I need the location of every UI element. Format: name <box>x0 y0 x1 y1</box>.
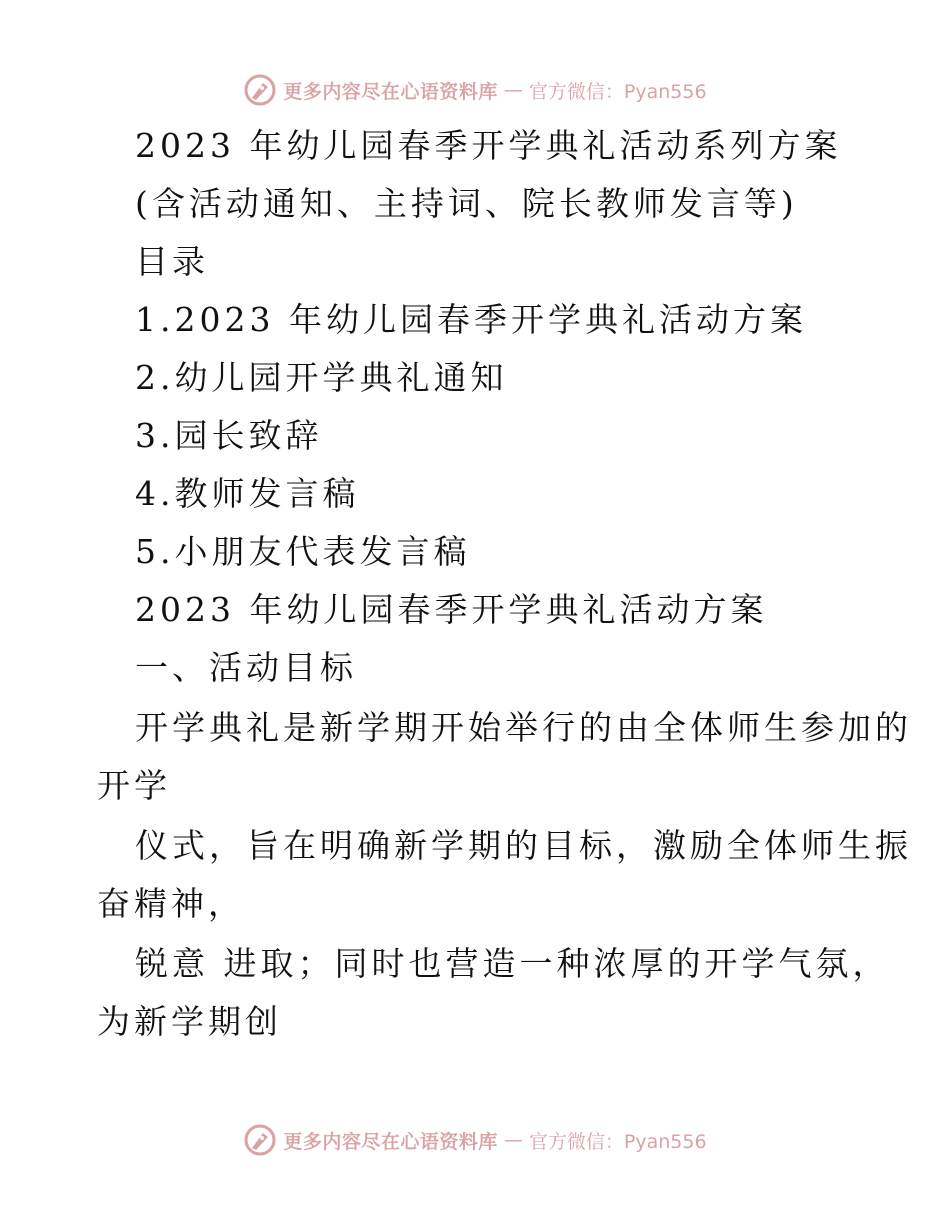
footer-watermark <box>0 1120 950 1160</box>
paragraph-line-4: 奋精神， <box>97 884 245 923</box>
paragraph-line-1: 开学典礼是新学期开始举行的由全体师生参加的 <box>135 708 912 747</box>
paragraph-line-6: 为新学期创 <box>97 1002 282 1041</box>
toc-item-3: 3.园长致辞 <box>135 416 323 455</box>
watermark-separator: — <box>503 1129 523 1151</box>
toc-item-2: 2.幼儿园开学典礼通知 <box>135 358 508 397</box>
watermark-wechat-text: 官方微信：Pyan556 <box>528 80 707 103</box>
watermark-wechat-text: 官方微信：Pyan556 <box>528 1130 707 1153</box>
toc-item-1: 1.2023 年幼儿园春季开学典礼活动方案 <box>135 300 807 339</box>
section-title: 2023 年幼儿园春季开学典礼活动方案 <box>135 590 768 629</box>
watermark-separator: — <box>503 79 523 101</box>
document-title-line-2: (含活动通知、主持词、院长教师发言等) <box>135 184 798 223</box>
subsection-heading: 一、活动目标 <box>135 648 357 687</box>
paragraph-line-5: 锐意 进取；同时也营造一种浓厚的开学气氛， <box>135 944 890 983</box>
pen-nib-logo-icon <box>243 73 277 107</box>
document-title-line-1: 2023 年幼儿园春季开学典礼活动系列方案 <box>135 126 842 165</box>
watermark-site-text: 更多内容尽在心语资料库 <box>283 1130 498 1153</box>
header-watermark <box>0 70 950 110</box>
toc-item-4: 4.教师发言稿 <box>135 474 360 513</box>
paragraph-line-3: 仪式，旨在明确新学期的目标，激励全体师生振 <box>135 826 912 865</box>
toc-heading: 目录 <box>135 242 209 281</box>
toc-item-5: 5.小朋友代表发言稿 <box>135 532 471 571</box>
watermark-site-text: 更多内容尽在心语资料库 <box>283 80 498 103</box>
pen-nib-logo-icon <box>243 1123 277 1157</box>
paragraph-line-2: 开学 <box>97 766 171 805</box>
